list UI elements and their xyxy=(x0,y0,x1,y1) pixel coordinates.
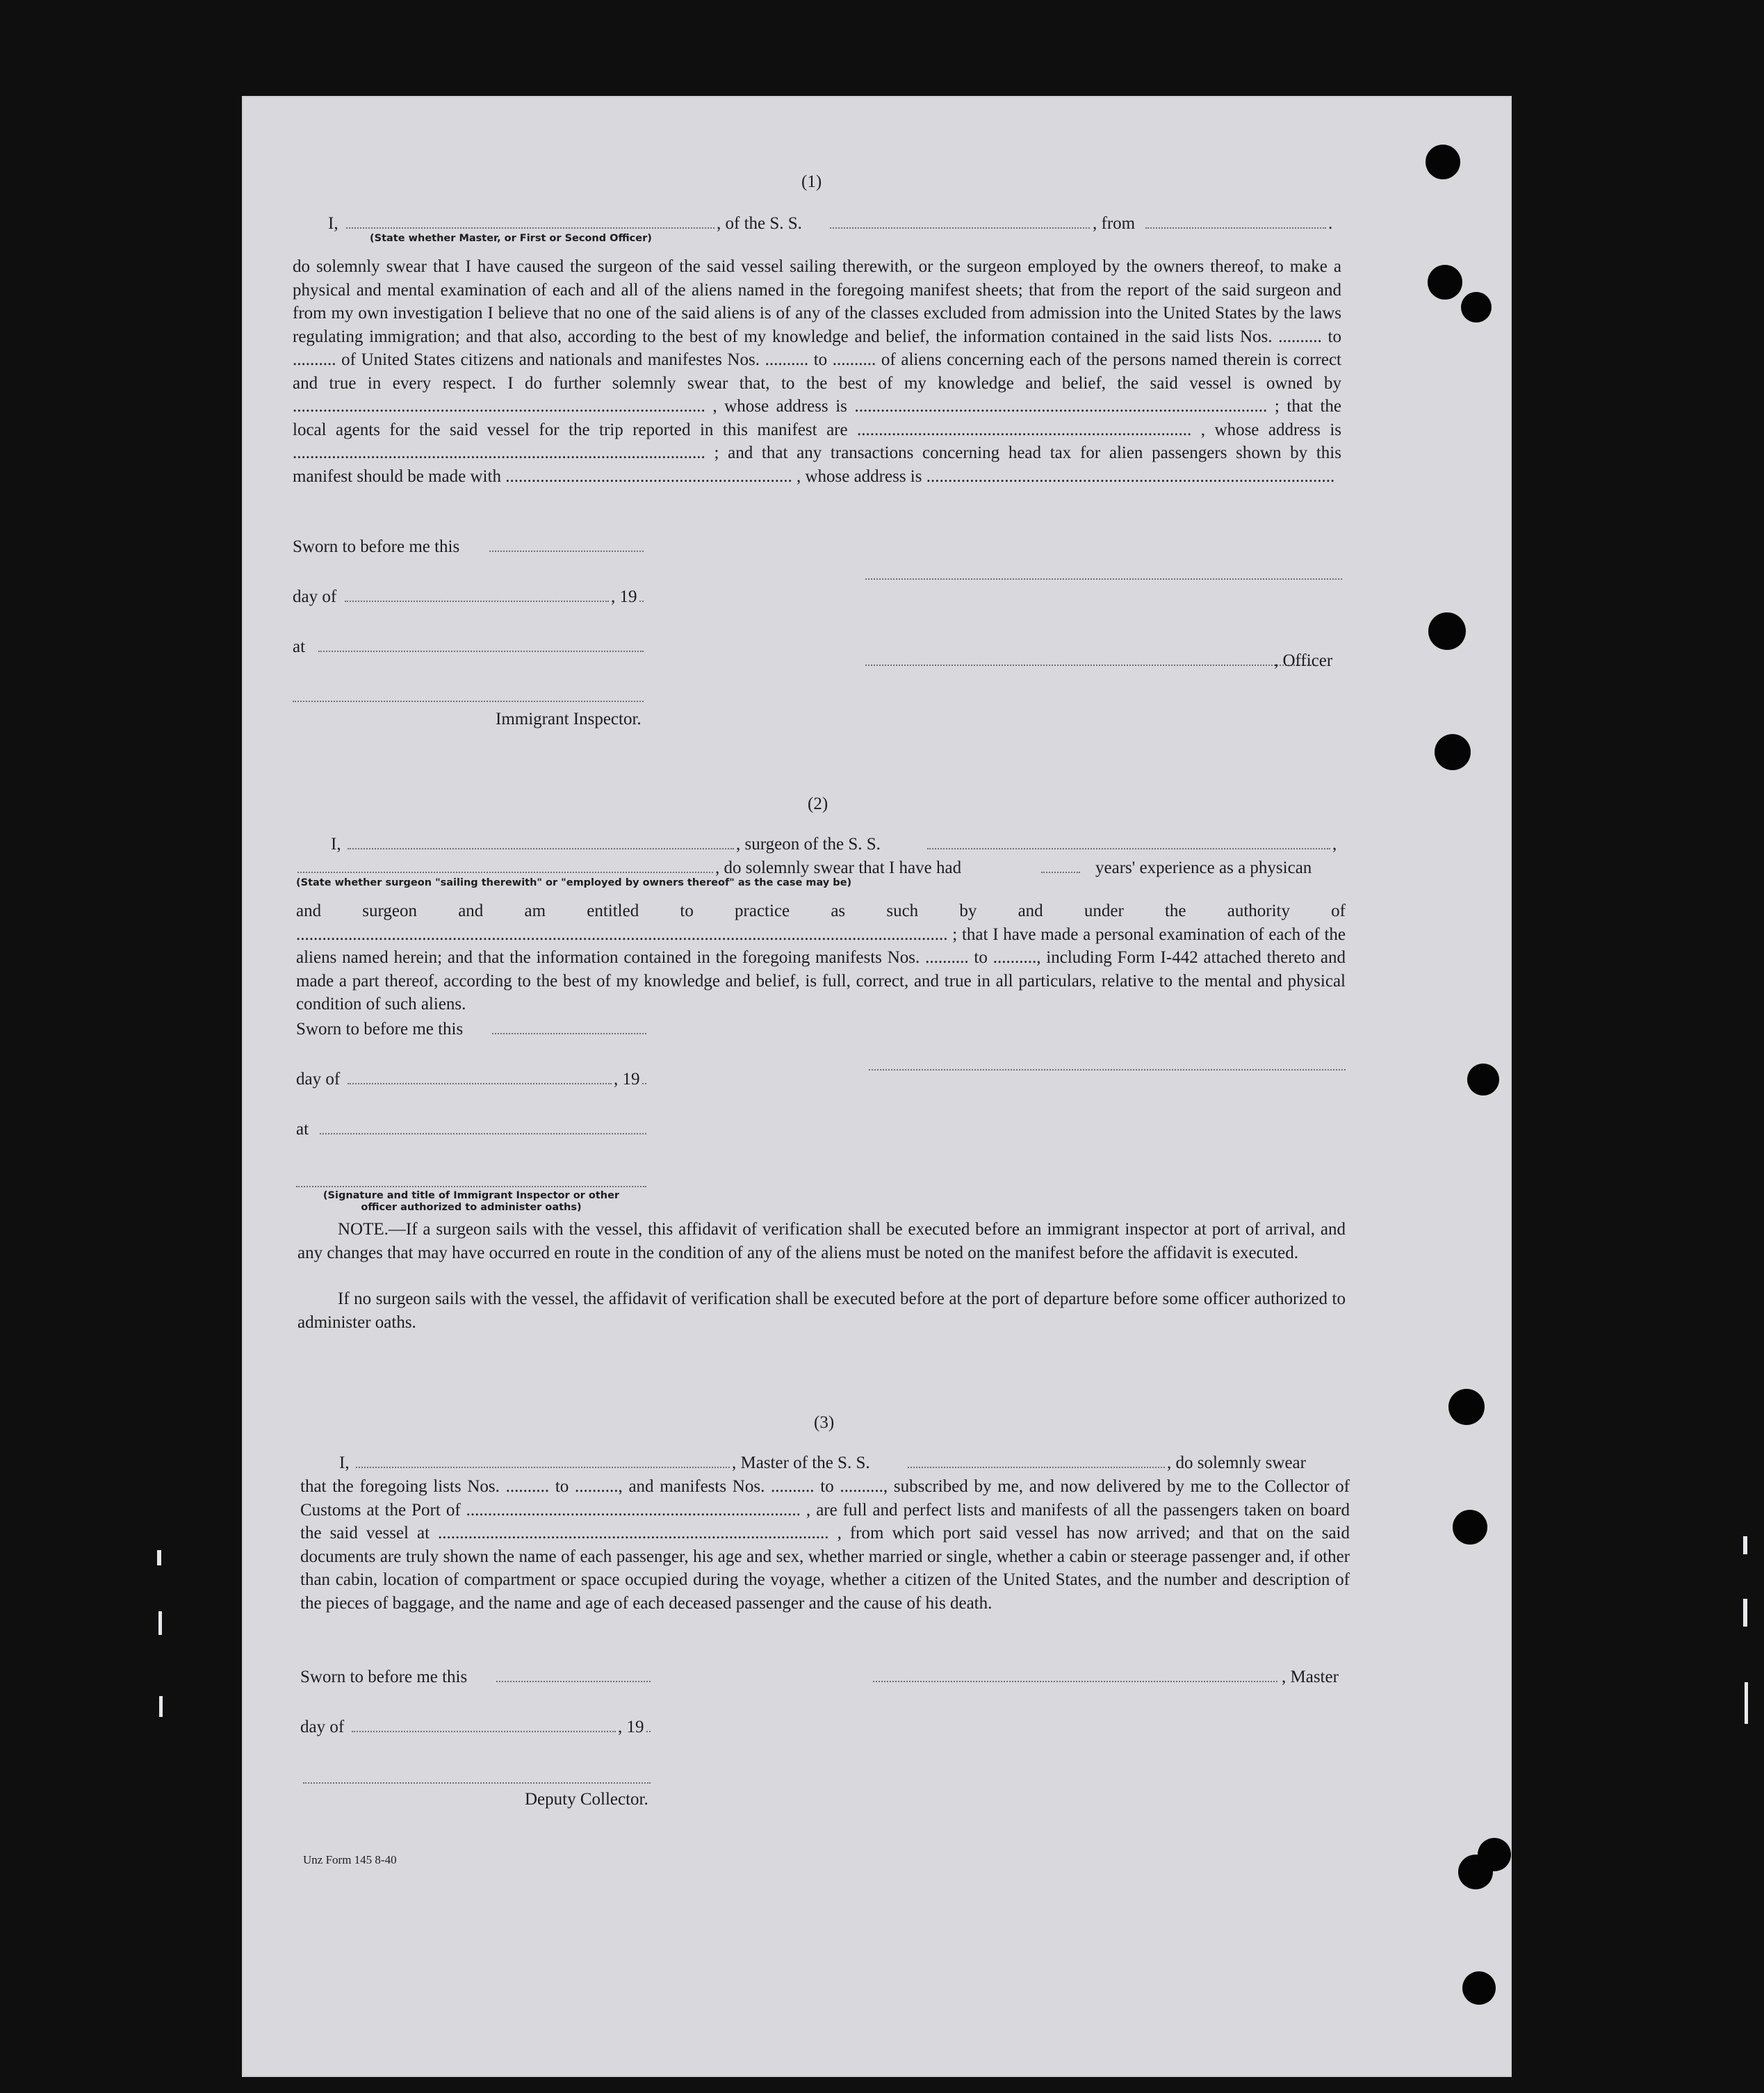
blank-field[interactable] xyxy=(297,872,713,873)
blank-field[interactable] xyxy=(356,1467,730,1468)
signature-line[interactable] xyxy=(865,665,1314,666)
signature-line[interactable] xyxy=(865,578,1342,580)
field-instruction: (State whether surgeon "sailing therewith" or "employed by owners thereof" as the case may be) xyxy=(296,877,852,888)
oath-label: , surgeon of the S. S. xyxy=(736,835,881,854)
section-number: (3) xyxy=(814,1413,835,1432)
blank-field[interactable] xyxy=(320,1133,646,1134)
field-instruction: (State whether Master, or First or Second Officer) xyxy=(370,233,652,244)
place-label: at xyxy=(296,1120,309,1139)
collector-title: Deputy Collector. xyxy=(525,1790,648,1809)
signature-line[interactable] xyxy=(869,1069,1346,1070)
manifest-form-page xyxy=(242,96,1512,2077)
oath-label: . xyxy=(1328,214,1333,233)
scan-edge-mark xyxy=(158,1611,162,1635)
year-label: , 19 xyxy=(614,1070,640,1089)
oath-label: years' experience as a physican xyxy=(1095,858,1312,877)
punch-hole xyxy=(1453,1510,1487,1545)
oath-label: I, xyxy=(331,835,341,854)
signature-line[interactable] xyxy=(296,1186,646,1187)
blank-field[interactable] xyxy=(1145,227,1326,229)
blank-field[interactable] xyxy=(1041,872,1080,873)
blank-field[interactable] xyxy=(642,1083,646,1084)
oath-label: , Master of the S. S. xyxy=(732,1453,870,1472)
sworn-label: Sworn to before me this xyxy=(296,1020,464,1039)
punch-hole xyxy=(1426,145,1460,179)
signature-line[interactable] xyxy=(303,1782,651,1784)
oath-label: , xyxy=(1332,835,1337,854)
note-paragraph: NOTE.—If a surgeon sails with the vessel, this affidavit of verification shall be executed before an immigrant inspector at port of arrival, and any changes that may have occurred en route in the condition of any of the aliens must be noted on the manifest before the affidavit is executed. xyxy=(297,1220,1346,1262)
date-label: day of xyxy=(296,1070,341,1089)
blank-field[interactable] xyxy=(489,551,644,552)
blank-field[interactable] xyxy=(908,1467,1165,1468)
inspector-title: Immigrant Inspector. xyxy=(496,710,642,728)
officer-label: , Officer xyxy=(1274,651,1333,670)
signature-instruction: officer authorized to administer oaths) xyxy=(361,1202,582,1213)
punch-hole xyxy=(1461,292,1492,323)
signature-line[interactable] xyxy=(873,1681,1277,1682)
place-label: at xyxy=(293,637,306,656)
oath-label: , do solemnly swear xyxy=(1167,1453,1306,1472)
oath-paragraph: and surgeon and am entitled to practice as such by and under the authority of ...................................................................................................................................................... ; that I have made a personal examination of each of the aliens named herein; and that the information contained in the foregoing manifests Nos. .......... to .........., including Form I-442 attached thereto and made a part thereof, according to the best of my knowledge and belief, is full, correct, and true in all particulars, relative to the mental and physical condition of such aliens. xyxy=(296,902,1346,1013)
blank-field[interactable] xyxy=(352,1731,616,1732)
blank-field[interactable] xyxy=(646,1731,651,1732)
blank-field[interactable] xyxy=(830,227,1090,229)
oath-label: , from xyxy=(1093,214,1136,233)
signature-line[interactable] xyxy=(293,701,644,702)
blank-field[interactable] xyxy=(348,1083,612,1084)
oath-label: I, xyxy=(339,1453,350,1472)
oath-paragraph: that the foregoing lists Nos. .......... to .........., and manifests Nos. .......... to .........., subscribed by me, and now delivered by me to the Collector of Customs at the Port of ............................................................................. , are full and perfect lists and manifests of all the passengers taken on board the said vessel at .......................................................................................... , from which port said vessel has now arrived; and that on the said documents are truly shown the name of each passenger, his age and sex, whether married or single, whether a cabin or steerage passenger and, if other than cabin, location of compartment or space occupied during the voyage, whether a citizen of the United States, and the number and description of the pieces of baggage, and the name and age of each deceased passenger and the cause of his death. xyxy=(300,1477,1350,1613)
year-label: , 19 xyxy=(618,1718,644,1736)
punch-hole xyxy=(1428,612,1466,650)
signature-instruction: (Signature and title of Immigrant Inspector or other xyxy=(322,1190,620,1201)
master-label: , Master xyxy=(1282,1668,1339,1686)
year-label: , 19 xyxy=(611,587,637,606)
blank-field[interactable] xyxy=(496,1681,651,1682)
scan-edge-mark xyxy=(1745,1682,1748,1724)
scan-edge-mark xyxy=(1743,1536,1747,1554)
blank-field[interactable] xyxy=(348,848,734,849)
blank-field[interactable] xyxy=(318,651,644,652)
section-number: (2) xyxy=(808,795,828,813)
punch-hole xyxy=(1467,1064,1499,1096)
blank-field[interactable] xyxy=(346,227,714,229)
blank-field[interactable] xyxy=(345,601,609,602)
oath-label: , do solemnly swear that I have had xyxy=(715,858,962,877)
form-number: Unz Form 145 8-40 xyxy=(303,1853,397,1866)
punch-hole xyxy=(1458,1855,1493,1889)
oath-paragraph: do solemnly swear that I have caused the surgeon of the said vessel sailing therewith, or the surgeon employed by the owners thereof, to make a physical and mental examination of each and all of the aliens named in the foregoing manifest sheets; that from the report of the said surgeon and from my own investigation I believe that no one of the said aliens is of any of the classes excluded from admission into the United States by the laws regulating immigration; and that also, according to the best of my knowledge and belief, the information contained in the said lists Nos. .......... to .......... of United States citizens and nationals and manifestes Nos. .......... to .......... of aliens concerning each of the persons named therein is correct and true in every respect. I do further solemnly swear that, to the best of my knowledge and belief, the said vessel is owned by ............................................................................................... , whose address is ............................................................................................... ; that the local agents for the said vessel for the trip reported in this manifest are ............................................................................. , whose address is ............................................................................................... ; and that any transactions concerning head tax for alien passengers shown by this manifest should be made with .................................................................. , whose address is .............................................................................................. xyxy=(293,257,1341,486)
punch-hole xyxy=(1448,1389,1485,1425)
oath-label: I, xyxy=(328,214,338,233)
oath-label: , of the S. S. xyxy=(717,214,802,233)
punch-hole xyxy=(1462,1971,1496,2005)
scan-edge-mark xyxy=(1743,1599,1747,1627)
blank-field[interactable] xyxy=(639,601,644,602)
blank-field[interactable] xyxy=(492,1033,646,1034)
scan-edge-mark xyxy=(157,1550,161,1565)
section-number: (1) xyxy=(801,172,822,191)
scan-edge-mark xyxy=(159,1696,163,1717)
date-label: day of xyxy=(300,1718,345,1736)
blank-field[interactable] xyxy=(927,848,1330,849)
sworn-label: Sworn to before me this xyxy=(293,537,460,556)
punch-hole xyxy=(1435,734,1471,770)
sworn-label: Sworn to before me this xyxy=(300,1668,468,1686)
punch-hole xyxy=(1428,265,1462,300)
date-label: day of xyxy=(293,587,337,606)
note-paragraph: If no surgeon sails with the vessel, the affidavit of verification shall be executed before at the port of departure before some officer authorized to administer oaths. xyxy=(297,1289,1346,1332)
